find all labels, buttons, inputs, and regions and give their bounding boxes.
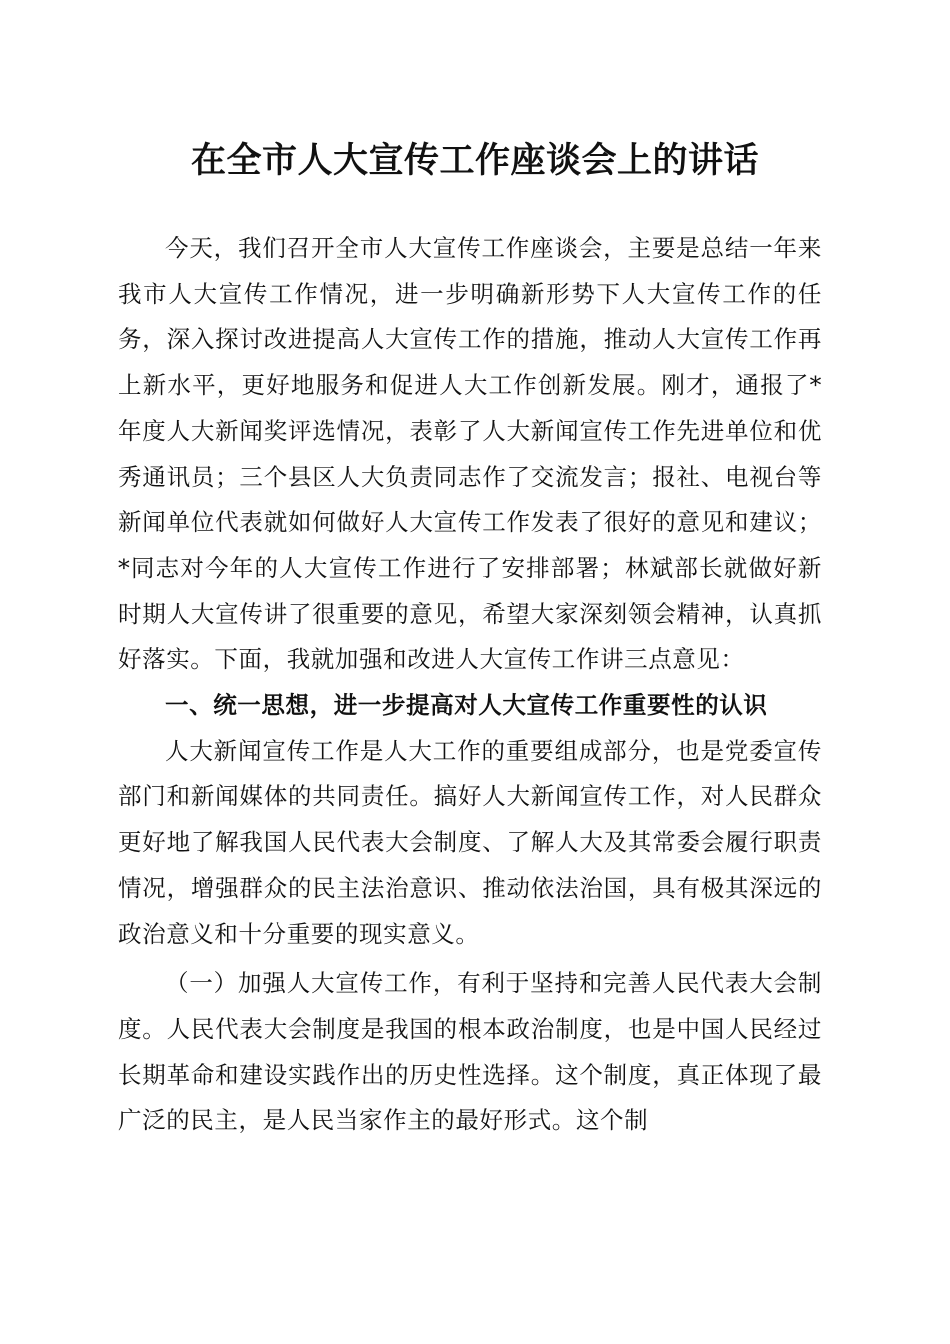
subsection-paragraph: （一）加强人大宣传工作，有利于坚持和完善人民代表大会制度。人民代表大会制度是我国的根本政治制度，也是中国人民经过长期革命和建设实践作出的历史性选择。这个制度，真正体现了最广泛的民主，是人民当家作主的最好形式。这个制 <box>118 969 822 1135</box>
body-paragraph: 人大新闻宣传工作是人大工作的重要组成部分，也是党委宣传部门和新闻媒体的共同责任。搞好人大新闻宣传工作，对人民群众更好地了解我国人民代表大会制度、了解人大及其常委会履行职责情况，增强群众的民主法治意识、推动依法治国，具有极其深远的政治意义和十分重要的现实意义。 <box>118 736 822 948</box>
section-heading: 一、统一思想，进一步提高对人大宣传工作重要性的认识 <box>165 691 768 720</box>
document-title: 在全市人大宣传工作座谈会上的讲话 <box>190 140 759 181</box>
intro-paragraph: 今天，我们召开全市人大宣传工作座谈会，主要是总结一年来我市人大宣传工作情况，进一步明确新形势下人大宣传工作的任务，深入探讨改进提高人大宣传工作的措施，推动人大宣传工作再上新水平，更好地服务和促进人大工作创新发展。刚才，通报了*年度人大新闻奖评选情况，表彰了人大新闻宣传工作先进单位和优秀通讯员；三个县区人大负责同志作了交流发言；报社、电视台等新闻单位代表就如何做好人大宣传工作发表了很好的意见和建议；*同志对今年的人大宣传工作进行了安排部署；林斌部长就做好新时期人大宣传讲了很重要的意见，希望大家深刻领会精神，认真抓好落实。下面，我就加强和改进人大宣传工作讲三点意见： <box>118 234 822 674</box>
document-body <box>118 226 822 1144</box>
